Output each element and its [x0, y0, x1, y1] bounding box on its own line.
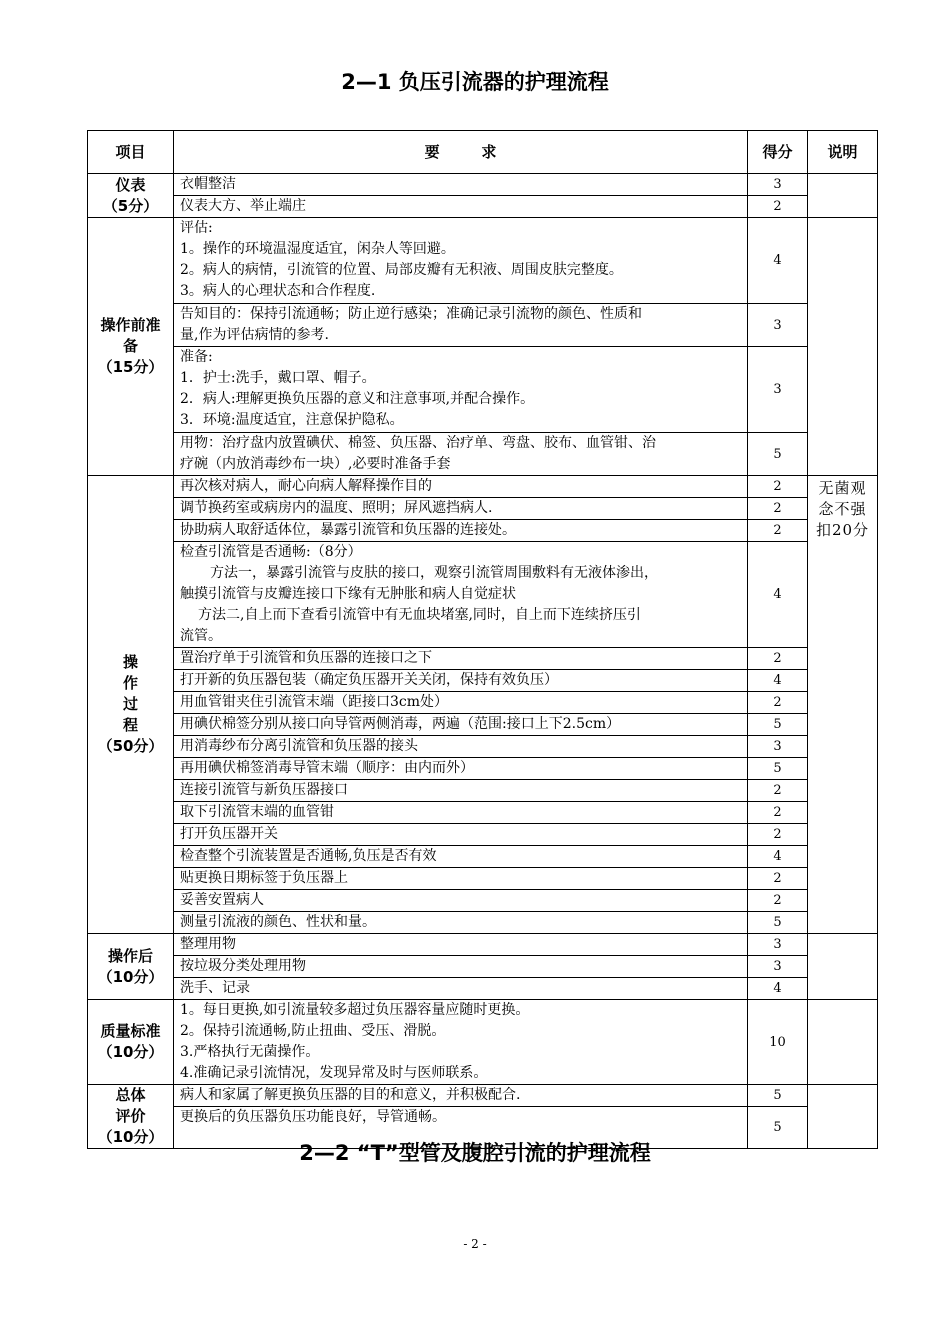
requirement-line: 置治疗单于引流管和负压器的连接口之下 — [180, 650, 432, 666]
requirement-line: 4.准确记录引流情况，发现异常及时与医师联系。 — [180, 1065, 488, 1081]
table-row — [88, 912, 878, 934]
table-row — [88, 542, 878, 648]
requirement-line: 再次核对病人，耐心向病人解释操作目的 — [180, 478, 432, 494]
table-row — [88, 758, 878, 780]
requirement-cell — [174, 196, 748, 218]
requirement-cell — [174, 174, 748, 196]
category-line: 过 — [122, 695, 138, 713]
table-row — [88, 433, 878, 476]
requirement-cell — [174, 542, 748, 648]
requirement-line: 用消毒纱布分离引流管和负压器的接头 — [180, 738, 418, 754]
category-line: 质量标准 — [100, 1022, 161, 1040]
score-cell: 2 — [748, 648, 808, 670]
score-cell: 3 — [748, 736, 808, 758]
requirement-line: 告知目的：保持引流通畅；防止逆行感染；准确记录引流物的颜色、性质和 — [180, 306, 642, 322]
requirement-line: 1。操作的环境温湿度适宜，闲杂人等回避。 — [180, 241, 455, 257]
page-number: - 2 - — [463, 1237, 487, 1251]
requirement-cell — [174, 476, 748, 498]
requirement-line: 量,作为评估病情的参考. — [180, 327, 329, 343]
requirement-cell — [174, 824, 748, 846]
requirement-line: 流管。 — [180, 628, 222, 644]
score-cell: 5 — [748, 1085, 808, 1107]
score-cell: 5 — [748, 912, 808, 934]
header-requirements: 要 求 — [174, 131, 748, 174]
scoring-table — [87, 130, 878, 1149]
category-line: 仪表 — [115, 175, 146, 194]
note-cell-empty — [808, 934, 878, 1000]
requirement-line: 检查引流管是否通畅:（8分） — [180, 544, 362, 560]
requirement-cell — [174, 1000, 748, 1085]
requirement-cell — [174, 433, 748, 476]
score-cell: 3 — [748, 304, 808, 347]
requirement-cell — [174, 868, 748, 890]
score-cell: 2 — [748, 476, 808, 498]
score-cell: 2 — [748, 824, 808, 846]
requirement-line: 疗碗（内放消毒纱布一块）,必要时准备手套 — [180, 456, 451, 472]
requirement-line: 用血管钳夹住引流管末端（距接口3cm处） — [180, 694, 449, 710]
requirement-line: 3.严格执行无菌操作。 — [180, 1044, 320, 1060]
table-row — [88, 780, 878, 802]
score-cell: 4 — [748, 542, 808, 648]
requirement-cell — [174, 956, 748, 978]
table-row — [88, 846, 878, 868]
requirement-line: 打开负压器开关 — [180, 826, 278, 842]
requirement-cell — [174, 934, 748, 956]
header-item: 项目 — [88, 131, 174, 174]
category-after — [88, 934, 174, 1000]
requirement-line: 协助病人取舒适体位，暴露引流管和负压器的连接处。 — [180, 522, 516, 538]
table-row — [88, 1000, 878, 1085]
score-cell: 3 — [748, 347, 808, 433]
requirement-line: 连接引流管与新负压器接口 — [180, 782, 348, 798]
score-cell: 4 — [748, 978, 808, 1000]
requirement-line: 准备: — [180, 349, 213, 365]
note-cell-empty — [808, 218, 878, 476]
score-cell: 3 — [748, 956, 808, 978]
table-row — [88, 476, 878, 498]
header-score: 得分 — [748, 131, 808, 174]
category-line: 总体 — [115, 1086, 146, 1104]
requirement-line: 测量引流液的颜色、性状和量。 — [180, 914, 376, 930]
table-row — [88, 1085, 878, 1107]
requirement-cell — [174, 890, 748, 912]
table-row — [88, 670, 878, 692]
category-line: （50分） — [97, 737, 164, 755]
score-cell: 2 — [748, 780, 808, 802]
requirement-line: 1。每日更换,如引流量较多超过负压器容量应随时更换。 — [180, 1002, 530, 1018]
table-row — [88, 692, 878, 714]
score-cell: 2 — [748, 498, 808, 520]
table-row — [88, 978, 878, 1000]
category-line: （5分） — [102, 196, 159, 215]
requirement-line: 检查整个引流装置是否通畅,负压是否有效 — [180, 848, 437, 864]
table-row — [88, 648, 878, 670]
note-cell — [808, 476, 878, 934]
requirement-cell — [174, 714, 748, 736]
requirement-line: 仪表大方、举止端庄 — [180, 198, 306, 214]
category-line: 操 — [122, 653, 138, 671]
requirement-line: 衣帽整洁 — [180, 176, 236, 192]
section-title: 2—2 “T”型管及腹腔引流的护理流程 — [299, 1141, 651, 1165]
requirement-cell — [174, 498, 748, 520]
score-cell: 3 — [748, 174, 808, 196]
requirement-cell — [174, 802, 748, 824]
score-cell: 5 — [748, 714, 808, 736]
score-cell: 4 — [748, 670, 808, 692]
requirement-line: 评估: — [180, 220, 213, 236]
table-row — [88, 802, 878, 824]
requirement-line: 用碘伏棉签分别从接口向导管两侧消毒，两遍（范围:接口上下2.5cm） — [180, 716, 621, 732]
table-row — [88, 934, 878, 956]
requirement-line: 妥善安置病人 — [180, 892, 264, 908]
requirement-line: 方法二,自上而下查看引流管中有无血块堵塞,同时，自上而下连续挤压引 — [198, 607, 641, 623]
category-line: 备 — [122, 337, 138, 355]
requirement-line: 病人和家属了解更换负压器的目的和意义，并积极配合. — [180, 1087, 521, 1103]
page-title: 2—1 负压引流器的护理流程 — [341, 70, 609, 94]
requirement-cell — [174, 347, 748, 433]
table-row — [88, 498, 878, 520]
score-cell: 2 — [748, 802, 808, 824]
table-row — [88, 347, 878, 433]
category-line: 评价 — [115, 1107, 146, 1125]
table-row — [88, 218, 878, 304]
requirement-line: 1．护士:洗手，戴口罩、帽子。 — [180, 370, 376, 386]
requirement-cell — [174, 648, 748, 670]
table-row — [88, 714, 878, 736]
score-cell: 5 — [748, 758, 808, 780]
requirement-line: 方法一，暴露引流管与皮肤的接口，观察引流管周围敷料有无液体渗出， — [210, 565, 658, 581]
requirement-line: 触摸引流管与皮瓣连接口下缘有无肿胀和病人自觉症状 — [180, 586, 516, 602]
requirement-cell — [174, 846, 748, 868]
requirement-line: 洗手、记录 — [180, 980, 250, 996]
score-cell: 4 — [748, 218, 808, 304]
category-line: （10分） — [97, 1043, 164, 1061]
category-quality — [88, 1000, 174, 1085]
category-preparation — [88, 218, 174, 476]
score-cell: 5 — [748, 433, 808, 476]
score-cell: 10 — [748, 1000, 808, 1085]
header-note: 说明 — [808, 131, 878, 174]
category-line: （15分） — [97, 358, 164, 376]
requirement-line: 按垃圾分类处理用物 — [180, 958, 306, 974]
table-row — [88, 890, 878, 912]
category-line: （10分） — [97, 967, 164, 986]
table-row — [88, 824, 878, 846]
score-cell: 2 — [748, 196, 808, 218]
requirement-line: 2．病人:理解更换负压器的意义和注意事项,并配合操作。 — [180, 391, 535, 407]
table-row — [88, 868, 878, 890]
requirement-cell — [174, 304, 748, 347]
requirement-line: 整理用物 — [180, 936, 236, 952]
score-cell: 3 — [748, 934, 808, 956]
table-header-row — [88, 131, 878, 174]
requirement-cell — [174, 1085, 748, 1107]
category-line: 操作后 — [107, 946, 153, 965]
requirement-cell — [174, 978, 748, 1000]
table-row — [88, 304, 878, 347]
requirement-line: 2。病人的病情，引流管的位置、局部皮瓣有无积液、周围皮肤完整度。 — [180, 262, 623, 278]
category-line: （10分） — [97, 1128, 164, 1146]
score-cell: 2 — [748, 868, 808, 890]
category-process — [88, 476, 174, 934]
requirement-cell — [174, 520, 748, 542]
requirement-cell — [174, 218, 748, 304]
requirement-line: 2。保持引流通畅,防止扭曲、受压、滑脱。 — [180, 1023, 446, 1039]
note-cell-empty — [808, 1000, 878, 1085]
score-cell: 2 — [748, 520, 808, 542]
requirement-line: 打开新的负压器包装（确定负压器开关关闭，保持有效负压） — [180, 672, 558, 688]
requirement-line: 3．环境:温度适宜，注意保护隐私。 — [180, 412, 404, 428]
requirement-line: 3。病人的心理状态和合作程度. — [180, 283, 376, 299]
table-row — [88, 174, 878, 196]
score-cell: 2 — [748, 692, 808, 714]
requirement-cell — [174, 692, 748, 714]
requirement-line: 取下引流管末端的血管钳 — [180, 804, 334, 820]
table-row — [88, 956, 878, 978]
table-row — [88, 196, 878, 218]
requirement-line: 调节换药室或病房内的温度、照明；屏风遮挡病人. — [180, 500, 493, 516]
note-cell-empty — [808, 174, 878, 218]
score-cell: 4 — [748, 846, 808, 868]
score-cell: 2 — [748, 890, 808, 912]
category-line: 作 — [122, 674, 138, 692]
category-appearance — [88, 174, 174, 218]
requirement-cell — [174, 758, 748, 780]
table-row — [88, 520, 878, 542]
requirement-line: 贴更换日期标签于负压器上 — [180, 870, 348, 886]
category-line: 操作前准 — [100, 316, 161, 334]
score-cell: 5 — [748, 1107, 808, 1149]
requirement-cell — [174, 780, 748, 802]
note-text: 无菌观念不强扣20分 — [815, 479, 870, 539]
requirement-cell — [174, 912, 748, 934]
requirement-cell — [174, 736, 748, 758]
table-row — [88, 736, 878, 758]
requirement-line: 再用碘伏棉签消毒导管末端（顺序：由内而外） — [180, 760, 474, 776]
requirement-line: 更换后的负压器负压功能良好，导管通畅。 — [180, 1109, 446, 1125]
requirement-line: 用物：治疗盘内放置碘伏、棉签、负压器、治疗单、弯盘、胶布、血管钳、治 — [180, 435, 656, 451]
category-line: 程 — [122, 716, 138, 734]
requirement-cell — [174, 670, 748, 692]
